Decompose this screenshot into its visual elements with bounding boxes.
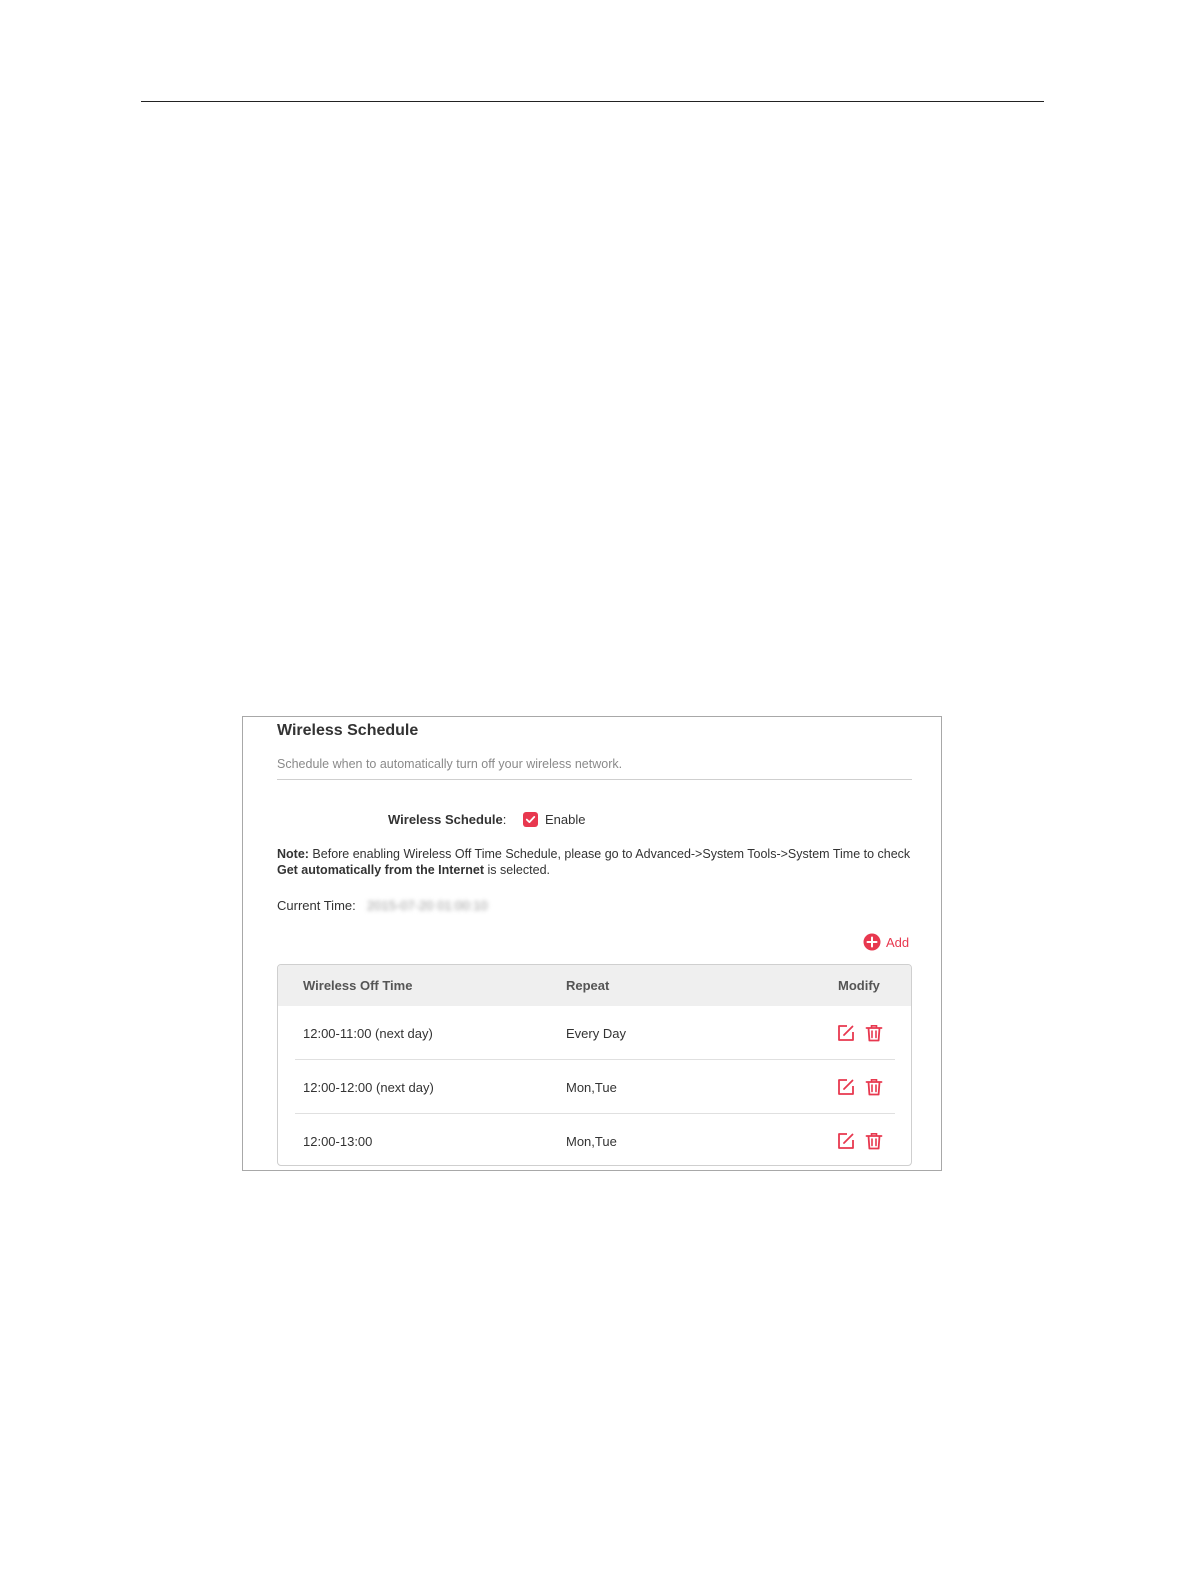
wireless-schedule-panel xyxy=(242,716,942,1171)
column-header-modify: Modify xyxy=(838,978,880,993)
plus-circle-icon xyxy=(863,933,881,951)
column-header-wireless-off-time: Wireless Off Time xyxy=(303,978,413,993)
edit-button[interactable] xyxy=(836,1077,856,1097)
schedule-table xyxy=(277,964,912,1166)
page-header-rule xyxy=(141,101,1044,102)
trash-icon xyxy=(864,1023,884,1043)
wireless-schedule-row xyxy=(277,811,912,831)
delete-button[interactable] xyxy=(864,1077,884,1097)
enable-label[interactable]: Enable xyxy=(545,812,586,827)
trash-icon xyxy=(864,1077,884,1097)
wireless-schedule-label-colon: : xyxy=(502,812,507,827)
current-time-value: 2015-07-20 01:00:10 xyxy=(367,898,488,913)
panel-divider xyxy=(277,779,912,780)
note-text-1: Before enabling Wireless Off Time Schedule, please go to Advanced->System Tools->System Time to check xyxy=(308,847,911,861)
row-wireless-off-time: 12:00-12:00 (next day) xyxy=(303,1080,434,1095)
edit-button[interactable] xyxy=(836,1131,856,1151)
enable-checkbox[interactable] xyxy=(523,812,538,827)
column-header-repeat: Repeat xyxy=(566,978,610,993)
delete-button[interactable] xyxy=(864,1131,884,1151)
current-time-label: Current Time: xyxy=(277,898,356,913)
panel-description: Schedule when to automatically turn off your wireless network. xyxy=(277,757,623,771)
note-text-2: is selected. xyxy=(483,863,550,877)
table-row xyxy=(278,1006,911,1060)
table-row xyxy=(278,1114,911,1166)
panel-title: Wireless Schedule xyxy=(277,722,419,739)
wireless-schedule-label xyxy=(388,812,506,827)
edit-icon xyxy=(836,1023,856,1043)
wireless-schedule-label-text: Wireless Schedule xyxy=(388,812,503,827)
note-bold-text: Get automatically from the Internet xyxy=(277,863,484,877)
row-repeat: Mon,Tue xyxy=(566,1080,617,1095)
note-prefix: Note: xyxy=(277,847,309,861)
row-wireless-off-time: 12:00-13:00 xyxy=(303,1134,373,1149)
row-repeat: Mon,Tue xyxy=(566,1134,617,1149)
row-wireless-off-time: 12:00-11:00 (next day) xyxy=(303,1026,433,1041)
edit-icon xyxy=(836,1131,856,1151)
trash-icon xyxy=(864,1131,884,1151)
checkmark-icon xyxy=(523,812,538,827)
table-row xyxy=(278,1060,911,1114)
edit-button[interactable] xyxy=(836,1023,856,1043)
add-button-label: Add xyxy=(886,935,910,950)
table-header xyxy=(278,965,911,1006)
row-repeat: Every Day xyxy=(566,1026,626,1041)
edit-icon xyxy=(836,1077,856,1097)
delete-button[interactable] xyxy=(864,1023,884,1043)
note-text xyxy=(277,846,912,878)
